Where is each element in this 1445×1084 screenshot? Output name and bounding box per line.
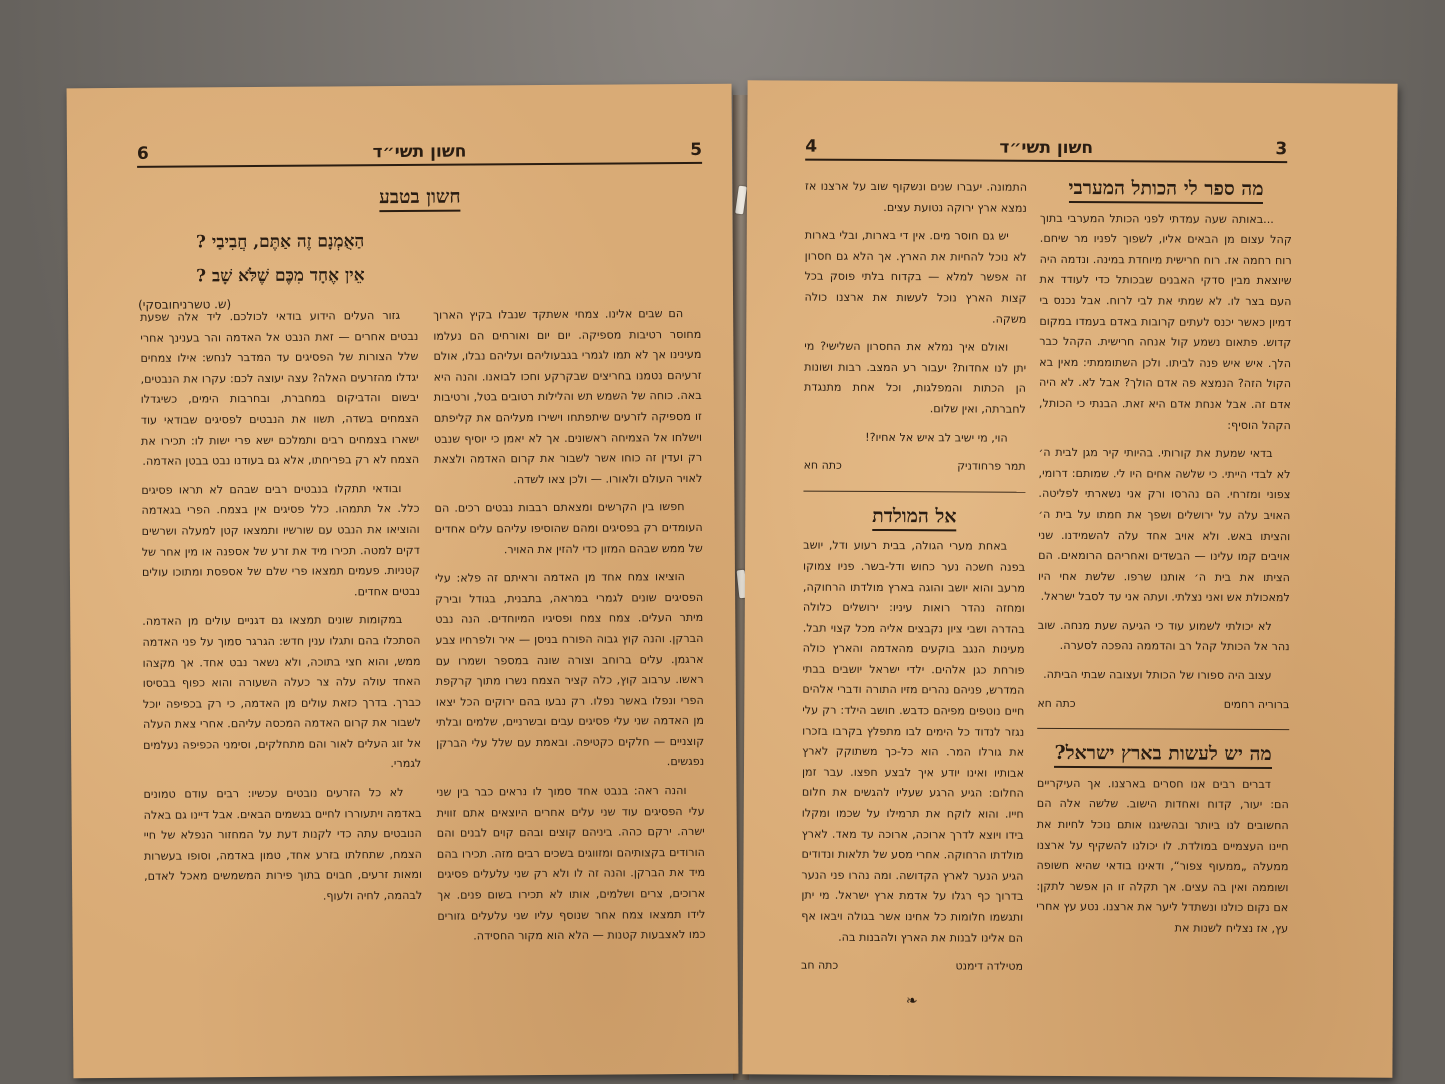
paragraph: יש גם חוסר מים. אין די בארות, ובלי בארות לא נוכל להחיות את הארץ. אך הלא גם חסרון זה אפשר למלא — בקדוח בלתי פוסק בכל קצות הארץ נוכל לעשות את ארצנו כולה משקה. — [804, 228, 1027, 326]
left-page-column-right — [140, 306, 423, 1068]
divider — [803, 490, 1025, 492]
page-date: חשון תשי״ד — [999, 137, 1094, 159]
paragraph: במקומות שונים תמצאו גם דגניים עולים מן האדמה. הסתכלו בהם ותגלו ענין חדש: הגרגר סמוך על פני האדמה ממש, והוא חצי בתוכה, ולא נשאר נבט אחד. אך מקצהו האחד עולה עלה צר כעלה השעורה והוא כפוף בבסיסו כברך. בדרך כזאת עולים מן האדמה, כי רק בכפיפה יוכל לשבור את קרום האדמה המכסה עליהם. אחרי צאת העלה אל זוג העלים לאור והם מתחלקים, וסימני הכפיפה נעלמים לגמרי. — [142, 613, 422, 771]
paragraph: גזור העלים הידוע בודאי לכולכם. ליד אלה שפעת נבטים אחרים — זאת הנבט אל האדמה והר בענינך אחרי שלל הצורות של הפסיגים עד המדבר לנחש: אילו צמחים יגדלו מהזרעים האלה? עצה יעוצה לכם: עקרו את הנבטים, יבשום והדביקום במחברת, ובחרבות הימים, כשיגדלו הצמחים בשדה, תשוו את הנבטים לפסיגים שבודאי עוד ישארו בצמחים רבים ותמלכם ישא פרי ישות לו: תכירו את הצמח לא רק בפריחתו, אלא גם בעודנו נבט בבטן האדמה. — [140, 309, 420, 468]
author-name: תמר פרחודניק — [957, 459, 1026, 473]
paragraph: הם שבים אלינו. צמחי אשתקד שנבלו בקיץ הארוך מחוסר רטיבות מספיקה. יום יום ואורחים הם נעלמו מעינינו אך לא תמו לגמרי בגבעוליהם ועליהם נבלו, אולם זרעיהם נטמנו בחריצים שבקרקע וחכו לבואנו. והנה היא באה. כוחה של השמש תש והלילות רטובים בטל, ורטיבות זו מספיקה לזרעים שיתפתחו וישירו מעליהם את קליפתם וישלחו אל הצמיחה ראשונים. אך לא יאמן כי יוסיף שנבט רק ועדין זה כוחו אשר לשבור את קרום האדמה ולצאת לאויר העולם ולאורו. — ולכן צאו לשדה. — [433, 307, 703, 486]
paragraph: לא כל הזרעים נובטים עכשיו: רבים עודם טמונים באדמה ויתעוררו לחיים בגשמים הבאים. אבל דיינו גם באלה הנובטים עתה כדי לקנות דעת על המחזור הנפלא של חיי הצמח, שתחלתו בזרע אחד, טמון באדמה, וסופו בעשרות ומאות זרעים, חבוים בתוך פירות המשמשים מאכל לאדם, לבהמה, לחיה ולעוף. — [143, 786, 423, 903]
author-grade: כתה חא — [1037, 696, 1076, 710]
right-page — [742, 80, 1397, 1077]
page-number-4: 4 — [805, 136, 818, 157]
paragraph: עצוב היה ספורו של הכותל ועצובה שבתי הביתה. — [1043, 667, 1272, 683]
article-title — [1040, 178, 1292, 200]
paragraph: לא יכולתי לשמוע עוד כי הגיעה שעת מנחה. שוב נהר אל הכותל קהל רב והדממה נהפכה לסערה. — [1037, 618, 1290, 654]
poem-line-1: הַאֻמְנָם זֶה אַתֶּם, חֲבִיבַי ? — [195, 231, 365, 253]
author-name: מטילדה דימנט — [955, 959, 1024, 973]
page-number-6: 6 — [136, 143, 149, 164]
ornament-icon: ❧ — [905, 992, 918, 1009]
paragraph: הוי, מי ישיב לב איש אל אחיו?! — [865, 430, 1008, 445]
divider — [1037, 728, 1289, 730]
author-grade: כתה חא — [803, 458, 842, 472]
article-title — [1037, 743, 1289, 765]
article-title — [803, 505, 1025, 527]
page-number-5: 5 — [690, 139, 703, 160]
article-title-text: אל המולדת — [872, 505, 957, 531]
paragraph: התמונה. יעברו שנים ונשקוף שוב על ארצנו אז נמצא ארץ ירוקה נטועת עצים. — [805, 179, 1028, 215]
paragraph: הוציאו צמח אחד מן האדמה וראיתם זה פלא: עלי הפסיגים שונים לגמרי במראה, בתבנית, בגודל ובירק מיתר העלים. צמח צמח ופסיגיו המיוחדים. הנה נבט הברקן. והנה קוץ גבוה הפורח בניסן — איר ולפרחיו צבע ארגמן. עלים ברוחב וצורה שונה במספר ושמרו עם ראשו. ערבוב קוץ, כלה קציר הצמח נשרו מתוך קרקפת הפרי ונפלו באשר נפלו. רק נבעו בהם ירוקים הכל יצאו מן האדמה שני עלי פסיגים עבים ובשרניים, שלמים ובלתי קוצניים — חלקים כקטיפה. ובאמת עם שלל עלי הברקן נפגשים. — [434, 570, 705, 769]
page-number-3: 3 — [1275, 139, 1288, 160]
right-running-head — [805, 133, 1287, 164]
page-date: חשון תשי״ד — [372, 141, 467, 163]
paragraph: חפשו בין הקרשים ומצאתם רבבות נבטים רכים. הם העומדים רק בפסיגים ומהם שהוסיפו עליהם עלים אחדים של ממש שבהם המזון כדי להזין את האויר. — [434, 500, 703, 556]
article-title — [127, 184, 712, 211]
paragraph: דברים רבים אנו חסרים בארצנו. אך העיקריים הם: יעור, קדוח ואחדות הישוב. שלשה אלה הם החשובים לנו ביותר ובהשיגנו אותם נוכל לחיות את חיינו העצמיים במולדת. לו יכולנו להשקיף על ארצנו ממעלה „ממעוף צפור“, ודאינו בודאי שהיא חשופה ושוממה ואין בה עצים. אך תקלה זו הן אפשר לתקן: אם נקום כולנו ונשתדל ליער את ארצנו. נטע עץ אחרי עץ, אז נצליח לשנות את — [1036, 776, 1289, 936]
poem-line-2: אֵין אֶחָד מִכֶּם שֶׁלֹּא שָׁב ? — [196, 265, 365, 287]
poem-author: (ש. טשרניחובסקי) — [138, 297, 232, 312]
left-page-column-left — [433, 304, 706, 1066]
article-title-text: מה ספר לי הכותל המערבי — [1068, 177, 1263, 204]
article-title-text: חשון בטבע — [379, 186, 461, 213]
paragraph: והנה ראה: בנבט אחד סמוך לו נראים כבר בין שני עלי הפסיגים עוד שני עלים אחרים היוצאים אתם זווית ישרה. ירקם כהה. ביניהם קוצים ובהם קוים לבנים והם הורודים בקצותיהם ומזווגים בשכים רבים מזה. תכירו בהם מיד את הברקן. והנה זה לו ולא רק שני עלעלים פסיגים ארוכים, צרים ושלמים, אותו לא תכירו בשום פנים. אך לידו תמצאו צמח אחר שנוסף עליו שני עלעלים גזורים כמו לאצבעות קטנות — הלא הוא מקור החסידה. — [436, 784, 706, 943]
article-signature — [801, 956, 1023, 978]
article-signature — [804, 456, 1026, 478]
right-page-column-left — [800, 177, 1027, 1063]
article-title-text: מה יש לעשות בארץ ישראל? — [1054, 742, 1271, 769]
paragraph: ובודאי תתקלו בנבטים רבים שבהם לא תראו פסיגים כלל. אל תתמהו. כלל פסיגים אין בצמח. הפרי בגאדמה והוציאו את הנבט עם שורשיו ותמצאו קטן למעלה ושרשים דקים למטה. תכירו מיד את זרע של אספנה או מין אחר של קטניות. פעמים תמצאו פרי שלם של אספסת ומתוכו עולים נבטים אחדים. — [141, 481, 421, 599]
left-page — [67, 84, 739, 1079]
paragraph: ...באותה שעה עמדתי לפני הכותל המערבי בתוך קהל עצום מן הבאים אליו, לשפוך לפניו מר שיחם. רוח רחמה אז. רוח חרישית מיוחדת במינה. ונדמה היה שיוצאת מבין סדקי האבנים שבכותל כדי לעודד את העם בצר לו. לא שמתי את לבי לרוח. אבל נכנס בי דמיון כאשר יכנס לעתים קרובות באדם בעמדו במקום קדוש. פתאום נשמע קול אנחה חרישית. הקהל כבר הלך. איש איש פנה לביתו. ולכן השתוממתי: מאין בא הקול הזה? הנמצא פה אדם הולך? אבל לא. לא היה אדם זה. אבל אנחת אדם היא זאת. הבנתי כי הכותל, הקהל הוסיף: — [1038, 211, 1292, 432]
left-running-head — [137, 136, 702, 168]
paragraph: ואולם איך נמלא את החסרון השלישי? מי יתן לנו אחדות? יעבור רע המצב. רבות ושונות הן הכתות והמפלגות, וכל אחת מתנגדת לחברתה, ואין שלום. — [803, 339, 1027, 416]
right-page-column-right — [1035, 178, 1292, 1064]
article-signature — [1037, 693, 1289, 715]
author-name: ברוריה רחמים — [1223, 697, 1290, 711]
paragraph: בדאי שמעת את קורותי. בהיותי קיר מגן לבית ה׳ לא לבדי הייתי. כי שלשה אחים היו לי. שמותם: דרומי, צפוני ומזרחי. הם נהרסו ורק אני נשארתי לפליטה. האויב עלה על ירושלים ושפך את חמתו על בית ה׳ והציתו באש. ולא אויב אחד עלה להשמידנו. שני אויבים קמו עלינו — הבשדים ואחריהם הרומאים. הם הציתו את בית ה׳ אותנו שרפו. שלשת אחי היו למאכולת אש ואני נצלתי. ועתה אני עד לסבל ישראל. — [1037, 445, 1291, 605]
paragraph: באחת מערי הגולה, בבית רעוע ודל, יושב בפנה חשכה נער כחוש ודל-בשר. פניו צמוקו מרעב והוא יושב והוגה בארץ מולדתו הרחוקה, ומחזה נהדר רואות עיניו: ירושלים כלולה בהדרה ושבי ציון נקבצים אליה מכל קצוי תבל. מעינות הנגב בוקעים מהאדמה והארץ כולה פורחת כגן אלהים. ילדי ישראל יושבים בבתי המדרש, פניהם נהרים מזיו התורה ודברי אלהים חיים נוטפים מפיהם כדבש. חושב הילד: רק עלי נגזר לנדוד כל הימים לבו מתפלץ בקרבו בזכרו את גורלו המר. הוא כל-כך משתוקק לארץ אבותיו ואינו יודע איך לבצע חפצו. עבר זמן החלום: הגיע הרגע שעליו להגשים את חלום חייו. והוא לוקח את תרמילו על שכמו ומקלו בידו ויוצא לדרך ארוכה, ארוכה עד מאד. לארץ מולדתו הרחוקה. אחרי מסע של תלאות ונדודים הגיע הנער לארץ הקדושה. ומה נהרו פני הנער בדרוך כף רגלו על אדמת ארץ ישראל. מי יתן ותגשמו חלומות כל אחינו אשר בגולה ויבאו אף הם אלינו לבנות את הארץ ולהבנות בה. — [801, 538, 1026, 945]
author-grade: כתה חב — [800, 958, 839, 972]
